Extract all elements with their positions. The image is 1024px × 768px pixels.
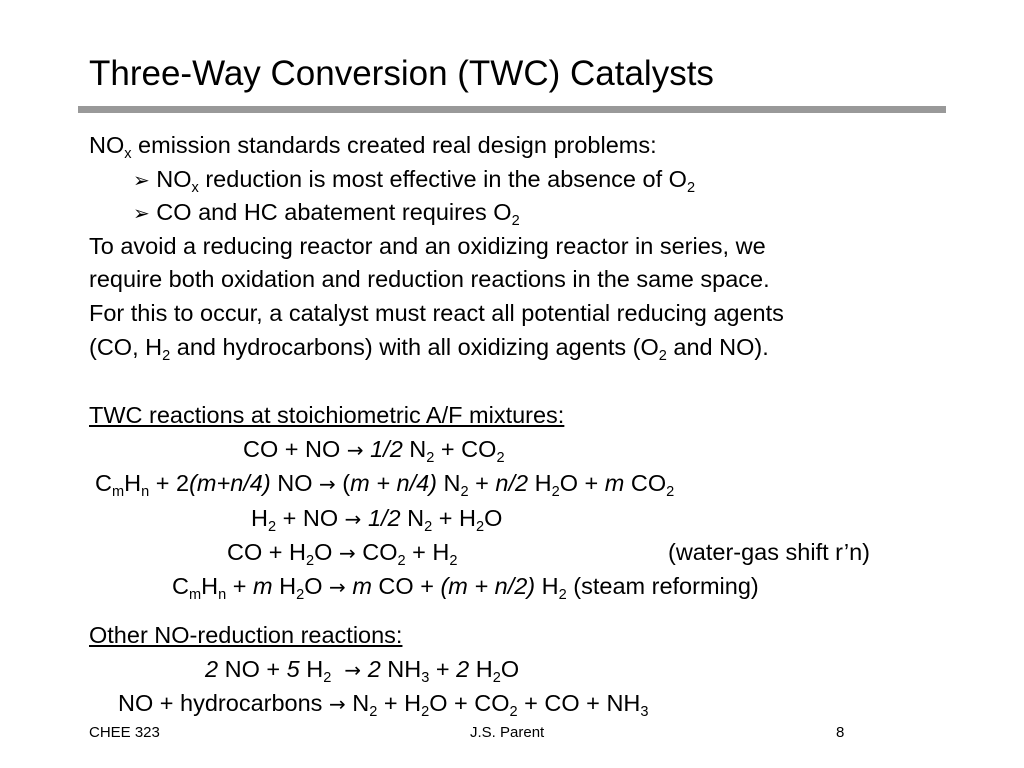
intro-nox: NO (89, 132, 125, 158)
eq2-sub-h: 2 (460, 484, 469, 501)
eq4-a: CO + H (227, 539, 307, 565)
eq6-g: 2 (367, 656, 381, 682)
eq2-j: n/2 (495, 470, 529, 496)
eq5-a: C (172, 573, 189, 599)
intro-line (89, 130, 657, 163)
eq6-k: H (469, 656, 493, 682)
eq2-h: N (437, 470, 461, 496)
eq2-d: (m+n/4) (189, 470, 271, 496)
eq5-e: H (272, 573, 297, 599)
bullet-1-sub-b: 2 (686, 180, 696, 197)
eq5-l: (steam reforming) (566, 573, 759, 599)
eq6-h: NH (380, 656, 422, 682)
eq3-d: 1/2 (367, 505, 401, 531)
intro-nox-sub: x (124, 146, 132, 163)
eq2-m: m (604, 470, 625, 496)
right-arrow-icon: → (328, 692, 346, 716)
eq3-sub-f: 2 (476, 519, 485, 536)
eq5-sub-k: 2 (558, 587, 567, 604)
equation-7 (118, 688, 649, 719)
eq5-j: (m + n/2) (440, 573, 536, 599)
arrow-bullet-icon: ➢ (133, 168, 150, 192)
eq3-g: O (484, 505, 503, 531)
footer-author: J.S. Parent (470, 724, 545, 741)
eq3-a: H (251, 505, 268, 531)
eq6-b: NO + (218, 656, 287, 682)
eq4-sub-a: 2 (306, 553, 315, 570)
para-4-sub-a: 2 (162, 348, 171, 365)
eq1-d: N (402, 436, 427, 462)
eq7-sub-e: 3 (640, 704, 649, 721)
eq5-sub-e: 2 (296, 587, 305, 604)
slide-title: Three-Way Conversion (TWC) Catalysts (89, 54, 714, 93)
intro-rest: emission standards created real design problems: (131, 132, 657, 158)
eq5-f: O (304, 573, 330, 599)
eq2-sub-n: 2 (666, 484, 675, 501)
eq4-b: O (314, 539, 339, 565)
eq6-d: H (299, 656, 324, 682)
title-divider (78, 106, 946, 113)
eq3-b: + NO (276, 505, 345, 531)
eq1-c: 1/2 (370, 436, 403, 462)
eq7-c: + H (377, 690, 422, 716)
eq3-sub-e: 2 (424, 519, 433, 536)
eq2-sub-b: n (141, 484, 150, 501)
equation-4 (227, 537, 457, 568)
eq7-b: N (345, 690, 370, 716)
footer-page-number: 8 (836, 724, 845, 741)
eq2-g: m + n/4) (350, 470, 437, 496)
eq6-a: 2 (205, 656, 219, 682)
eq2-e: NO (270, 470, 320, 496)
eq6-sub-h: 3 (421, 670, 430, 687)
equation-5 (172, 571, 759, 602)
eq7-sub-b: 2 (369, 704, 378, 721)
eq2-sub-a: m (111, 484, 125, 501)
eq4-c: CO (355, 539, 398, 565)
eq6-sub-d: 2 (323, 670, 332, 687)
eq3-e: N (400, 505, 425, 531)
eq2-f: ( (335, 470, 351, 496)
eq2-n: CO (624, 470, 667, 496)
bullet-1-text-a: NO (156, 166, 192, 192)
equation-2 (95, 468, 674, 499)
equation-6 (205, 654, 519, 685)
para-4-a: (CO, H (89, 334, 163, 360)
bullet-1-sub-a: x (191, 180, 199, 197)
para-line-2: require both oxidation and reduction reactions in the same space. (89, 266, 770, 292)
eq7-d: O + CO (429, 690, 510, 716)
right-arrow-icon: → (319, 472, 336, 496)
equation-1 (243, 434, 505, 465)
eq2-k: H (528, 470, 552, 496)
bullet-2-text-a: CO and HC abatement requires O (156, 199, 512, 225)
para-line-4 (89, 332, 769, 365)
eq6-e (331, 656, 344, 682)
eq5-h: m (352, 573, 372, 599)
right-arrow-icon: → (344, 507, 362, 531)
eq3-sub-a: 2 (267, 519, 277, 536)
para-4-b: and hydrocarbons) with all oxidizing agents (O (170, 334, 659, 360)
eq5-k: H (535, 573, 559, 599)
eq6-c: 5 (286, 656, 300, 682)
para-4-c: and NO). (666, 334, 769, 360)
eq2-i: + (468, 470, 496, 496)
eq7-sub-c: 2 (421, 704, 430, 721)
bullet-1 (133, 164, 695, 195)
eq6-i: + (429, 656, 457, 682)
bullet-2-sub-a: 2 (511, 213, 520, 230)
eq6-sub-k: 2 (492, 670, 501, 687)
eq6-j: 2 (456, 656, 470, 682)
eq5-d: m (253, 573, 273, 599)
eq2-sub-k: 2 (551, 484, 560, 501)
eq7-e: + CO + NH (517, 690, 641, 716)
para-line-3: For this to occur, a catalyst must react all potential reducing agents (89, 300, 784, 326)
eq2-l: O + (559, 470, 605, 496)
eq5-sub-a: m (188, 587, 202, 604)
eq4-sub-c: 2 (397, 553, 406, 570)
para-4-sub-b: 2 (658, 348, 667, 365)
eq4-note: (water-gas shift r’n) (668, 539, 870, 565)
eq1-sub-e: 2 (496, 450, 505, 467)
eq1-a: CO + NO (243, 436, 347, 462)
bullet-2 (133, 197, 520, 228)
twc-heading: TWC reactions at stoichiometric A/F mixtures: (89, 402, 565, 428)
para-line-1: To avoid a reducing reactor and an oxidizing reactor in series, we (89, 233, 766, 259)
eq6-l: O (500, 656, 520, 682)
footer-course: CHEE 323 (89, 724, 160, 741)
eq5-b: H (201, 573, 219, 599)
eq3-f: + H (432, 505, 476, 531)
eq5-c: + (226, 573, 254, 599)
right-arrow-icon: → (346, 438, 364, 462)
eq2-c: + 2 (149, 470, 190, 496)
other-heading: Other NO-reduction reactions: (89, 622, 403, 648)
right-arrow-icon: → (329, 575, 346, 599)
right-arrow-icon: → (338, 541, 356, 565)
arrow-bullet-icon: ➢ (133, 201, 150, 225)
eq5-i: CO + (371, 573, 441, 599)
eq4-sub-d: 2 (449, 553, 458, 570)
eq7-sub-d: 2 (509, 704, 518, 721)
eq1-e: + CO (434, 436, 497, 462)
eq1-sub-d: 2 (426, 450, 435, 467)
right-arrow-icon: → (344, 658, 362, 682)
eq2-b: H (124, 470, 142, 496)
bullet-1-text-b: reduction is most effective in the absence of O (198, 166, 687, 192)
eq5-sub-b: n (218, 587, 227, 604)
eq7-a: NO + hydrocarbons (118, 690, 329, 716)
eq4-d: + H (405, 539, 450, 565)
equation-3 (251, 503, 502, 534)
eq2-a: C (95, 470, 112, 496)
